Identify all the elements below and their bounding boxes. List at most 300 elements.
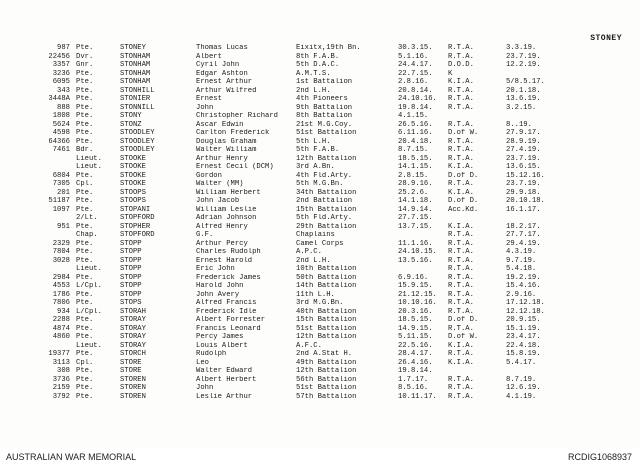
- rank: Pte.: [76, 129, 94, 137]
- rank: Pte.: [76, 239, 94, 248]
- unit: 34th Battalion: [296, 188, 357, 197]
- fate: K.I.A.: [448, 78, 474, 86]
- surname: STOOPS: [120, 188, 146, 197]
- given-names: Walter William: [196, 146, 257, 154]
- table-row: [0, 121, 640, 130]
- table-row: [0, 274, 640, 283]
- unit: 9th Battalion: [296, 103, 353, 112]
- unit: Camel Corps: [296, 239, 344, 248]
- surname: STORAY: [120, 316, 146, 324]
- rank: Pte.: [76, 171, 94, 180]
- enlistment-date: 6.11.16.: [398, 129, 433, 137]
- return-date: 4.3.19.: [506, 248, 537, 256]
- fate: D.O.D.: [448, 61, 474, 69]
- enlistment-date: 10.10.16.: [398, 299, 437, 307]
- table-row: [0, 214, 640, 223]
- surname: STOPP: [120, 256, 142, 265]
- enlistment-date: 28.9.16.: [398, 180, 433, 188]
- unit: 51st Battalion: [296, 384, 357, 392]
- service-number: 2159: [52, 384, 70, 392]
- surname: STOOPS: [120, 197, 146, 205]
- return-date: 15.4.16.: [506, 282, 541, 290]
- table-row: [0, 359, 640, 368]
- rank: Lieut.: [76, 265, 102, 273]
- rank: L/Cpl.: [76, 282, 102, 290]
- service-number: 2329: [52, 239, 70, 248]
- surname: STORAY: [120, 333, 146, 341]
- table-row: [0, 146, 640, 155]
- given-names: Albert Forrester: [196, 316, 266, 324]
- table-row: [0, 393, 640, 402]
- table-row: [0, 265, 640, 274]
- unit: 5th D.A.C.: [296, 61, 340, 69]
- return-date: 8..19.: [506, 120, 532, 129]
- return-date: 27.9.17.: [506, 129, 541, 137]
- rank: Pte.: [76, 273, 94, 282]
- return-date: 23.7.19.: [506, 154, 541, 163]
- rank: Pte.: [76, 188, 94, 197]
- rank: Pte.: [76, 103, 94, 112]
- fate: R.T.A.: [448, 231, 474, 239]
- enlistment-date: 30.3.15.: [398, 44, 433, 52]
- given-names: Edgar Ashton: [196, 69, 248, 78]
- return-date: 23.7.19.: [506, 52, 541, 61]
- table-row: [0, 333, 640, 342]
- fate: D.of W.: [448, 333, 479, 341]
- service-number: 888: [57, 103, 70, 112]
- service-number: 22456: [48, 52, 70, 61]
- unit: 12th Battalion: [296, 367, 357, 375]
- enlistment-date: 6.9.16.: [398, 273, 429, 282]
- surname: STOPFORD: [120, 214, 155, 222]
- surname: STOPP: [120, 239, 142, 248]
- given-names: Christopher Richard: [196, 112, 278, 120]
- table-row: [0, 308, 640, 317]
- return-date: 13.6.15.: [506, 163, 541, 171]
- table-row: [0, 325, 640, 334]
- given-names: Frederick James: [196, 273, 261, 282]
- table-row: [0, 104, 640, 113]
- unit: 40th Battalion: [296, 307, 357, 316]
- enlistment-date: 1.7.17.: [398, 375, 429, 384]
- enlistment-date: 18.5.15.: [398, 316, 433, 324]
- unit: 29th Battalion: [296, 222, 357, 231]
- rank: Pte.: [76, 95, 94, 103]
- fate: R.T.A.: [448, 282, 474, 290]
- fate: R.T.A.: [448, 44, 474, 52]
- given-names: Arthur Henry: [196, 154, 248, 163]
- return-date: 15.8.19.: [506, 350, 541, 358]
- given-names: Ernest: [196, 95, 222, 103]
- service-number: 3236: [52, 69, 70, 78]
- surname: STONY: [120, 112, 142, 120]
- given-names: Leslie Arthur: [196, 392, 253, 401]
- enlistment-date: 14.1.15.: [398, 163, 433, 171]
- unit: 5th F.A.B.: [296, 146, 340, 154]
- roll-entries: [0, 44, 640, 401]
- return-date: 28.9.19.: [506, 137, 541, 146]
- enlistment-date: 27.7.15.: [398, 214, 433, 222]
- return-date: 5/8.5.17.: [506, 78, 545, 86]
- table-row: [0, 163, 640, 172]
- service-number: 7305: [52, 180, 70, 188]
- service-number: 4553: [52, 282, 70, 290]
- return-date: 12.12.18.: [506, 307, 545, 316]
- given-names: Cyril John: [196, 61, 240, 69]
- unit: A.F.C.: [296, 341, 322, 350]
- surname: STORE: [120, 358, 142, 367]
- surname: STONHAM: [120, 78, 151, 86]
- fate: R.T.A.: [448, 290, 474, 299]
- return-date: 3.2.15.: [506, 103, 537, 112]
- return-date: 15.12.16.: [506, 171, 545, 180]
- rank: Lieut.: [76, 163, 102, 171]
- service-number: 951: [57, 222, 70, 231]
- fate: D.of D.: [448, 316, 479, 324]
- table-row: [0, 180, 640, 189]
- surname: STOPP: [120, 282, 142, 290]
- surname: STOOKE: [120, 180, 146, 188]
- fate: R.T.A.: [448, 248, 474, 256]
- given-names: Eric John: [196, 265, 235, 273]
- fate: K.I.A.: [448, 341, 474, 350]
- unit: 4th Fld.Arty.: [296, 171, 353, 180]
- fate: R.T.A.: [448, 384, 474, 392]
- unit: 10th Battalion: [296, 265, 357, 273]
- surname: STOPP: [120, 290, 142, 299]
- return-date: 22.4.18.: [506, 341, 541, 350]
- table-row: [0, 44, 640, 53]
- rank: L/Cpl.: [76, 307, 102, 316]
- return-date: 20.1.18.: [506, 86, 541, 95]
- table-row: [0, 223, 640, 232]
- surname: STONNILL: [120, 103, 155, 112]
- rank: Pte.: [76, 86, 94, 95]
- unit: 2nd L.H.: [296, 256, 331, 265]
- service-number: 4860: [52, 333, 70, 341]
- enlistment-date: 24.10.15.: [398, 248, 437, 256]
- service-number: 3113: [52, 358, 70, 367]
- table-row: [0, 138, 640, 147]
- unit: 3rd A.Bn.: [296, 163, 335, 171]
- footer-bar: [0, 448, 640, 466]
- enlistment-date: 5.11.15.: [398, 333, 433, 341]
- enlistment-date: 19.8.14.: [398, 367, 433, 375]
- table-row: [0, 384, 640, 393]
- fate: D.of W.: [448, 129, 479, 137]
- service-number: 1097: [52, 205, 70, 214]
- return-date: 15.1.19.: [506, 324, 541, 333]
- service-number: 201: [57, 188, 70, 197]
- return-date: 4.1.19.: [506, 392, 537, 401]
- service-number: 51187: [48, 197, 70, 205]
- fate: D.of D.: [448, 197, 479, 205]
- enlistment-date: 22.5.16.: [398, 341, 433, 350]
- rank: Pte.: [76, 112, 94, 120]
- service-number: 343: [57, 86, 70, 95]
- unit: 50th Battalion: [296, 273, 357, 282]
- rank: Pte.: [76, 367, 94, 375]
- fate: R.T.A.: [448, 52, 474, 61]
- enlistment-date: 13.7.15.: [398, 222, 433, 231]
- table-row: [0, 257, 640, 266]
- enlistment-date: 10.11.17.: [398, 392, 437, 401]
- fate: R.T.A.: [448, 273, 474, 282]
- fate: R.T.A.: [448, 392, 474, 401]
- unit: A.M.T.S.: [296, 69, 331, 78]
- fate: R.T.A.: [448, 239, 474, 248]
- return-date: 2.9.16.: [506, 290, 537, 299]
- return-date: 12.6.19.: [506, 384, 541, 392]
- enlistment-date: 18.5.15.: [398, 154, 433, 163]
- enlistment-date: 24.4.17.: [398, 61, 433, 69]
- given-names: Carlton Frederick: [196, 129, 270, 137]
- unit: A.P.C.: [296, 248, 322, 256]
- rank: Cpl.: [76, 180, 94, 188]
- unit: 57th Battalion: [296, 392, 357, 401]
- table-row: [0, 189, 640, 198]
- unit: 8th Battalion: [296, 112, 353, 120]
- fate: R.T.A.: [448, 137, 474, 146]
- given-names: Charles Rudolph: [196, 248, 261, 256]
- given-names: Walter Edward: [196, 367, 253, 375]
- service-number: 3736: [52, 375, 70, 384]
- enlistment-date: 25.2.6.: [398, 188, 429, 197]
- given-names: Ernest Arthur: [196, 78, 253, 86]
- table-row: [0, 61, 640, 70]
- table-row: [0, 197, 640, 206]
- surname: STONHAM: [120, 52, 151, 61]
- surname: STOREN: [120, 375, 146, 384]
- rank: Gnr.: [76, 61, 94, 69]
- given-names: Leo: [196, 358, 209, 367]
- service-number: 2288: [52, 316, 70, 324]
- enlistment-date: 20.4.18.: [398, 137, 433, 146]
- given-names: John Jacob: [196, 197, 240, 205]
- footer-record-id: RCDIG1068937: [567, 452, 632, 462]
- enlistment-date: 15.9.15.: [398, 282, 433, 290]
- return-date: 27.7.17.: [506, 231, 541, 239]
- unit: 5th M.G.Bn.: [296, 180, 344, 188]
- given-names: Percy James: [196, 333, 244, 341]
- enlistment-date: 14.9.15.: [398, 324, 433, 333]
- enlistment-date: 20.8.14.: [398, 86, 433, 95]
- rank: Chap.: [76, 231, 98, 239]
- service-number: 987: [57, 44, 70, 52]
- given-names: Ascar Edwin: [196, 120, 244, 129]
- fate: R.T.A.: [448, 120, 474, 129]
- fate: D.of D.: [448, 171, 479, 180]
- return-date: 20.10.18.: [506, 197, 545, 205]
- enlistment-date: 5.1.16.: [398, 52, 429, 61]
- fate: K.I.A.: [448, 358, 474, 367]
- table-row: [0, 376, 640, 385]
- table-row: [0, 291, 640, 300]
- return-date: 23.4.17.: [506, 333, 541, 341]
- unit: 4th Pioneers: [296, 95, 348, 103]
- fate: R.T.A.: [448, 299, 474, 307]
- service-number: 6095: [52, 78, 70, 86]
- service-number: 308: [57, 367, 70, 375]
- service-number: 1808: [52, 112, 70, 120]
- unit: 51st Battalion: [296, 324, 357, 333]
- table-row: [0, 248, 640, 257]
- surname: STONHAM: [120, 69, 151, 78]
- service-number: 3792: [52, 392, 70, 401]
- unit: 3rd M.G.Bn.: [296, 299, 344, 307]
- enlistment-date: 28.4.17.: [398, 350, 433, 358]
- fate: R.T.A.: [448, 324, 474, 333]
- table-row: [0, 78, 640, 87]
- service-number: 3357: [52, 61, 70, 69]
- surname: STOPHER: [120, 222, 151, 231]
- enlistment-date: 26.4.16.: [398, 358, 433, 367]
- service-number: 934: [57, 307, 70, 316]
- table-row: [0, 172, 640, 181]
- given-names: Adrian Johnson: [196, 214, 257, 222]
- unit: 1st Battalion: [296, 78, 353, 86]
- rank: 2/Lt.: [76, 214, 98, 222]
- table-row: [0, 342, 640, 351]
- surname: STORAY: [120, 341, 146, 350]
- fate: K.I.A.: [448, 163, 474, 171]
- enlistment-date: 24.10.16.: [398, 95, 437, 103]
- service-number: 4598: [52, 129, 70, 137]
- service-number: 64366: [48, 137, 70, 146]
- rank: Pte.: [76, 222, 94, 231]
- return-date: 29.9.18.: [506, 188, 541, 197]
- given-names: Ernest Cecil (DCM): [196, 163, 274, 171]
- enlistment-date: 11.1.16.: [398, 239, 433, 248]
- fate: R.T.A.: [448, 103, 474, 112]
- surname: STOODLEY: [120, 146, 155, 154]
- service-number: 2984: [52, 273, 70, 282]
- given-names: William Leslie: [196, 205, 257, 214]
- return-date: 9.7.19.: [506, 256, 537, 265]
- return-date: 23.7.19.: [506, 180, 541, 188]
- rank: Pte.: [76, 256, 94, 265]
- given-names: Rudolph: [196, 350, 227, 358]
- fate: Acc.Kd.: [448, 205, 479, 214]
- given-names: Harold John: [196, 282, 244, 290]
- unit: 2nd Battalion: [296, 197, 353, 205]
- rank: Pte.: [76, 137, 94, 146]
- surname: STORAH: [120, 307, 146, 316]
- unit: 5th L.H.: [296, 137, 331, 146]
- given-names: Louis Albert: [196, 341, 248, 350]
- surname: STORCH: [120, 350, 146, 358]
- page-header-tag: STONEY: [590, 34, 622, 43]
- return-date: 27.4.19.: [506, 146, 541, 154]
- surname: STONHAM: [120, 61, 151, 69]
- unit: 8th F.A.B.: [296, 52, 340, 61]
- rank: Dvr.: [76, 52, 94, 61]
- table-row: [0, 350, 640, 359]
- surname: STOODLEY: [120, 137, 155, 146]
- return-date: 13.6.19.: [506, 95, 541, 103]
- fate: R.T.A.: [448, 95, 474, 103]
- table-row: [0, 316, 640, 325]
- fate: R.T.A.: [448, 375, 474, 384]
- fate: R.T.A.: [448, 146, 474, 154]
- rank: Pte.: [76, 392, 94, 401]
- unit: 21st M.G.Coy.: [296, 120, 353, 129]
- unit: 15th Battalion: [296, 205, 357, 214]
- surname: STONHILL: [120, 86, 155, 95]
- rank: Cpl.: [76, 358, 94, 367]
- surname: STOPS: [120, 299, 142, 307]
- given-names: William Herbert: [196, 188, 261, 197]
- given-names: Gordon: [196, 171, 222, 180]
- rank: Pte.: [76, 350, 94, 358]
- table-row: [0, 112, 640, 121]
- enlistment-date: 8.5.16.: [398, 384, 429, 392]
- enlistment-date: 2.8.15.: [398, 171, 429, 180]
- unit: 56th Battalion: [296, 375, 357, 384]
- service-number: 7461: [52, 146, 70, 154]
- enlistment-date: 22.7.15.: [398, 69, 433, 78]
- fate: R.T.A.: [448, 350, 474, 358]
- return-date: 12.2.19.: [506, 61, 541, 69]
- service-number: 7804: [52, 248, 70, 256]
- rank: Bdr.: [76, 146, 94, 154]
- return-date: 3.3.19.: [506, 44, 537, 52]
- fate: K.I.A.: [448, 188, 474, 197]
- surname: STOOKE: [120, 171, 146, 180]
- fate: R.T.A.: [448, 86, 474, 95]
- table-row: [0, 70, 640, 79]
- unit: 2nd L.H.: [296, 86, 331, 95]
- surname: STOOKE: [120, 163, 146, 171]
- table-row: [0, 231, 640, 240]
- fate: K: [448, 69, 453, 78]
- enlistment-date: 26.5.16.: [398, 120, 433, 129]
- surname: STONEY: [120, 44, 146, 52]
- fate: R.T.A.: [448, 154, 474, 163]
- given-names: Douglas Graham: [196, 137, 257, 146]
- return-date: 16.1.17.: [506, 205, 541, 214]
- given-names: Albert: [196, 52, 222, 61]
- table-row: [0, 240, 640, 249]
- table-row: [0, 282, 640, 291]
- given-names: John Avery: [196, 290, 240, 299]
- table-row: [0, 206, 640, 215]
- service-number: 7806: [52, 299, 70, 307]
- table-row: [0, 367, 640, 376]
- rank: Lieut.: [76, 341, 102, 350]
- rank: Pte.: [76, 69, 94, 78]
- given-names: Ernest Harold: [196, 256, 253, 265]
- given-names: Arthur Wilfred: [196, 86, 257, 95]
- surname: STOPP: [120, 273, 142, 282]
- enlistment-date: 19.8.14.: [398, 103, 433, 112]
- unit: 5th Fld.Arty.: [296, 214, 353, 222]
- table-row: [0, 129, 640, 138]
- surname: STOREN: [120, 384, 146, 392]
- surname: STOODLEY: [120, 129, 155, 137]
- unit: 15th Battalion: [296, 316, 357, 324]
- surname: STONIER: [120, 95, 151, 103]
- given-names: G.F.: [196, 231, 214, 239]
- surname: STOPFORD: [120, 231, 155, 239]
- surname: STONZ: [120, 120, 142, 129]
- fate: R.T.A.: [448, 307, 474, 316]
- rank: Pte.: [76, 375, 94, 384]
- service-number: 19377: [48, 350, 70, 358]
- rank: Pte.: [76, 290, 94, 299]
- unit: Chaplains: [296, 231, 335, 239]
- rank: Pte.: [76, 333, 94, 341]
